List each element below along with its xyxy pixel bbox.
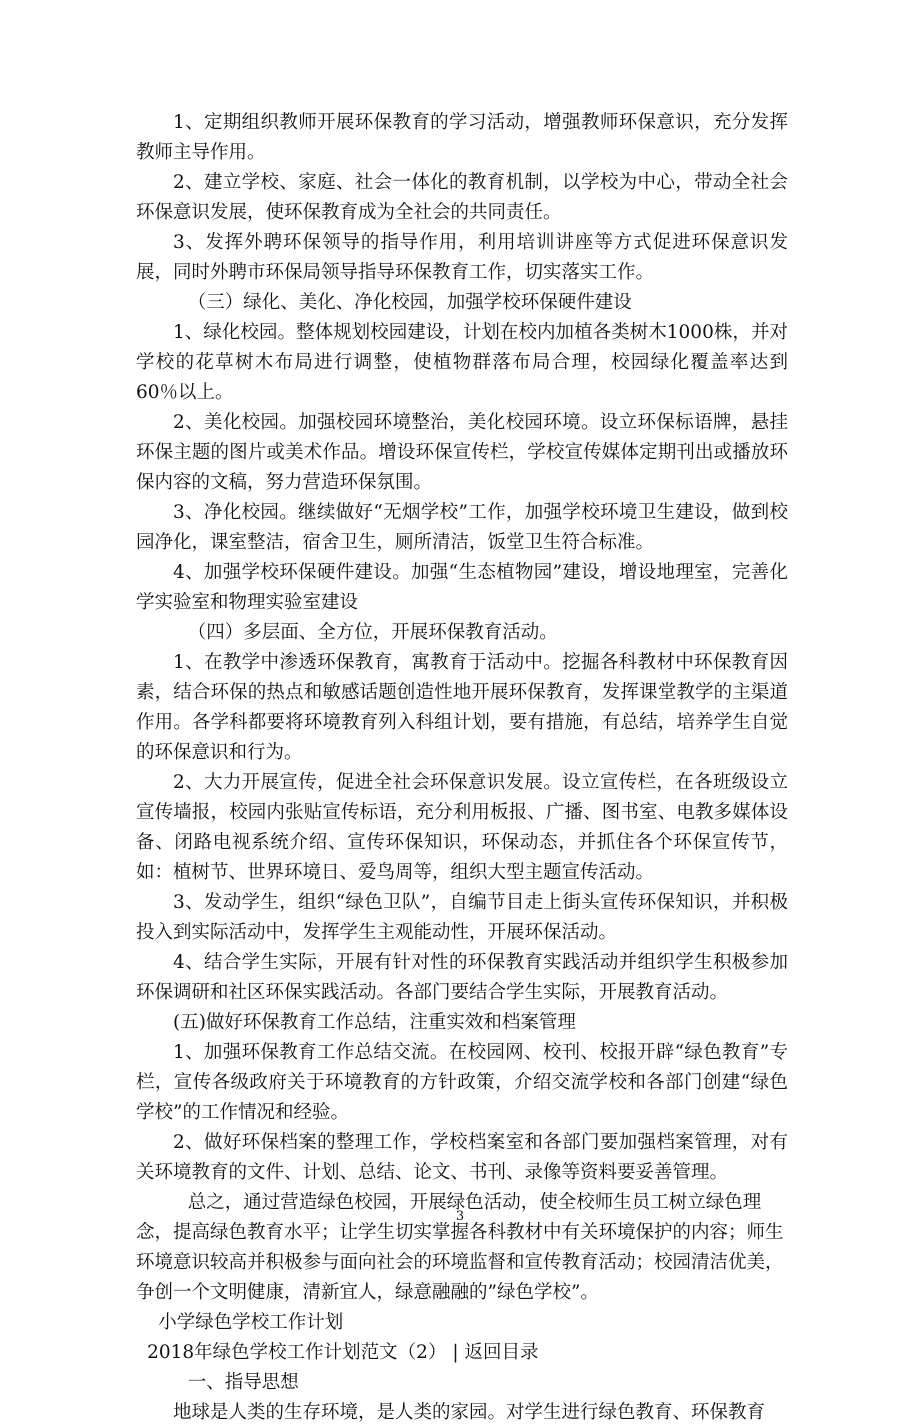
section-heading: （三）绿化、美化、净化校园，加强学校环保硬件建设 xyxy=(187,292,632,313)
back-to-toc-link[interactable]: 2018年绿色学校工作计划范文（2） | 返回目录 xyxy=(147,1342,539,1363)
paragraph: 3、净化校园。继续做好“无烟学校”工作，加强学校环境卫生建设，做到校园净化，课室整洁，宿舍卫生，厕所清洁，饭堂卫生符合标准。 xyxy=(136,502,788,553)
section-heading: （四）多层面、全方位，开展环保教育活动。 xyxy=(187,622,558,643)
paragraph: 地球是人类的生存环境，是人类的家园。对学生进行绿色教育、环保教育 xyxy=(173,1402,766,1423)
paragraph: 2、做好环保档案的整理工作，学校档案室和各部门要加强档案管理，对有关环境教育的文件、计划、总结、论文、书刊、录像等资料要妥善管理。 xyxy=(136,1132,788,1183)
document-subtitle: 小学绿色学校工作计划 xyxy=(158,1312,344,1333)
paragraph: 3、发挥外聘环保领导的指导作用，利用培训讲座等方式促进环保意识发展，同时外聘市环保局领导指导环保教育工作，切实落实工作。 xyxy=(136,232,788,283)
paragraph: 1、定期组织教师开展环保教育的学习活动，增强教师环保意识，充分发挥教师主导作用。 xyxy=(136,112,788,163)
paragraph: 4、结合学生实际，开展有针对性的环保教育实践活动并组织学生积极参加环保调研和社区环保实践活动。各部门要结合学生实际，开展教育活动。 xyxy=(136,952,788,1003)
page-number: 3 xyxy=(455,1209,465,1224)
paragraph: 1、绿化校园。整体规划校园建设，计划在校内加植各类树木1000株，并对学校的花草树木布局进行调整，使植物群落布局合理，校园绿化覆盖率达到60％以上。 xyxy=(136,322,788,403)
paragraph: 3、发动学生，组织“绿色卫队”，自编节目走上街头宣传环保知识，并积极投入到实际活动中，发挥学生主观能动性，开展环保活动。 xyxy=(136,892,788,943)
paragraph: 2、美化校园。加强校园环境整治，美化校园环境。设立环保标语牌，悬挂环保主题的图片或美术作品。增设环保宣传栏，学校宣传媒体定期刊出或播放环保内容的文稿，努力营造环保氛围。 xyxy=(136,412,788,493)
paragraph: 1、加强环保教育工作总结交流。在校园网、校刊、校报开辟“绿色教育”专栏，宣传各级政府关于环境教育的方针政策，介绍交流学校和各部门创建“绿色学校”的工作情况和经验。 xyxy=(136,1042,788,1123)
section-heading: (五)做好环保教育工作总结，注重实效和档案管理 xyxy=(173,1012,576,1033)
summary-paragraph: 总之，通过营造绿色校园，开展绿色活动，使全校师生员工树立绿色理念，提高绿色教育水平；让学生切实掌握各科教材中有关环境保护的内容；师生环境意识较高并积极参与面向社会的环境监督和宣传教育活动；校园清洁优美，争创一个文明健康，清新宜人，绿意融融的”绿色学校”。 xyxy=(136,1192,784,1303)
document-body xyxy=(136,108,788,1428)
paragraph: 2、大力开展宣传，促进全社会环保意识发展。设立宣传栏，在各班级设立宣传墙报，校园内张贴宣传标语，充分利用板报、广播、图书室、电教多媒体设备、闭路电视系统介绍、宣传环保知识，环保动态，并抓住各个环保宣传节，如：植树节、世界环境日、爱鸟周等，组织大型主题宣传活动。 xyxy=(136,772,788,883)
paragraph: 2、建立学校、家庭、社会一体化的教育机制，以学校为中心，带动全社会环保意识发展，使环保教育成为全社会的共同责任。 xyxy=(136,172,788,223)
section-heading: 一、指导思想 xyxy=(187,1372,299,1393)
paragraph: 1、在教学中渗透环保教育，寓教育于活动中。挖掘各科教材中环保教育因素，结合环保的热点和敏感话题创造性地开展环保教育，发挥课堂教学的主渠道作用。各学科都要将环境教育列入科组计划，要有措施，有总结，培养学生自觉的环保意识和行为。 xyxy=(136,652,788,763)
paragraph: 4、加强学校环保硬件建设。加强“生态植物园”建设，增设地理室，完善化学实验室和物理实验室建设 xyxy=(136,562,788,613)
